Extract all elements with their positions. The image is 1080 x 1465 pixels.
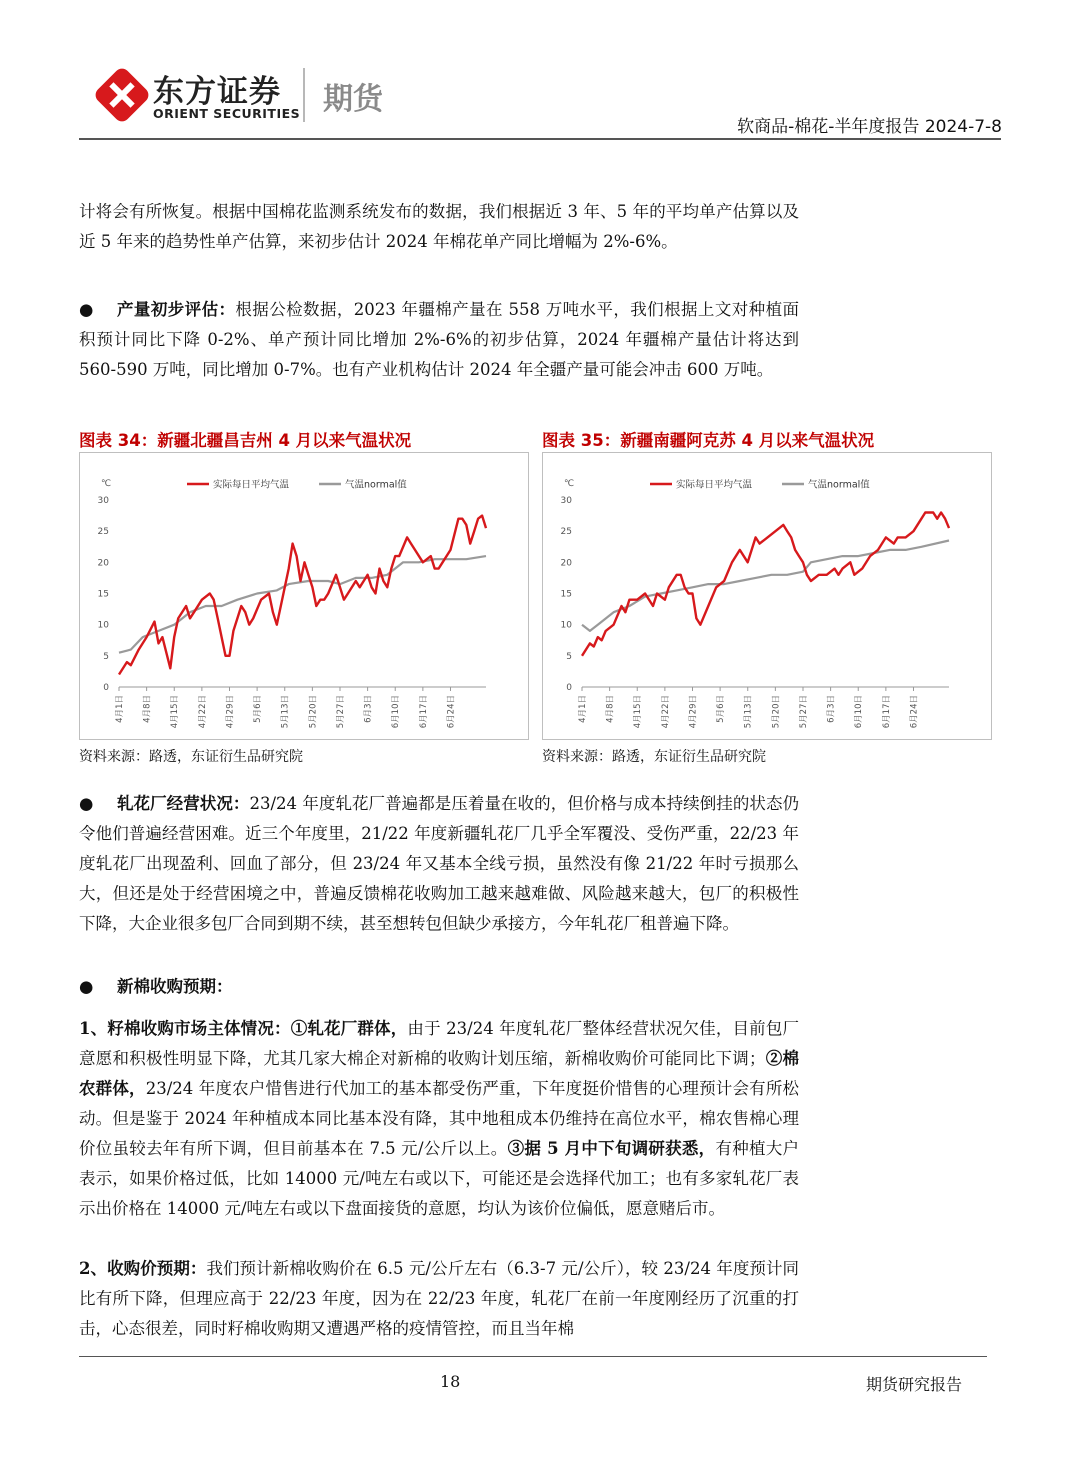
y-tick-label: 30 <box>97 496 109 506</box>
legend-label: 气温normal值 <box>345 479 407 491</box>
x-tick-label: 6月10日 <box>854 695 865 729</box>
paragraph-output-estimate <box>79 295 799 385</box>
paragraph-price-expectation <box>79 1254 799 1344</box>
x-tick-label: 6月17日 <box>418 695 429 729</box>
y-tick-label: 30 <box>560 496 572 506</box>
header-rule <box>79 138 1001 140</box>
figure-35-title: 图表 35：新疆南疆阿克苏 4 月以来气温状况 <box>542 431 875 450</box>
x-tick-label: 6月24日 <box>446 695 457 729</box>
y-tick-label: 10 <box>97 620 109 631</box>
x-tick-label: 5月13日 <box>280 695 291 729</box>
x-tick-label: 4月15日 <box>170 695 181 729</box>
paragraph-body: 由于 23/24 年度轧花厂整体经营状况欠佳，目前包厂意愿和积极性明显下降，尤其几家大棉企对新棉的收购计划压缩，新棉收购价可能同比下调； <box>79 1019 800 1068</box>
y-tick-label: 20 <box>97 558 109 569</box>
x-tick-label: 4月22日 <box>660 695 671 729</box>
bullet-icon: ● <box>79 977 94 996</box>
paragraph-body: 23/24 年度轧花厂普遍都是压着量在收的，但价格与成本持续倒挂的状态仍令他们普遍经营困难。近三个年度里，21/22 年度新疆轧花厂几乎全军覆没、受伤严重，22/23 年度轧花厂出现盈利、回血了部分，但 23/24 年又基本全线亏损，虽然没有像 21/22 年时亏损那么大，但还是处于经营困境之中，普遍反馈棉花收购加工越来越难做、风险越来越大，包厂的积极性下降，大企业很多包厂合同到期不续，甚至想转包但缺少承接方，今年轧花厂租普遍下降。 <box>79 794 800 933</box>
x-tick-label: 4月8日 <box>142 695 153 723</box>
paragraph-body: 我们预计新棉收购价在 6.5 元/公斤左右（6.3-7 元/公斤），较 23/24 年度预计同比有所下降，但理应高于 22/23 年度，因为在 22/23 年度，轧花厂在前一年度刚经历了沉重的打击，心态很差，同时籽棉收购期又遭遇严格的疫情管控，而且当年棉 <box>79 1259 799 1338</box>
y-tick-label: 5 <box>103 651 109 662</box>
figure-34-title: 图表 34：新疆北疆昌吉州 4 月以来气温状况 <box>79 431 412 450</box>
paragraph-emphasis: ②棉农群体， <box>79 1049 799 1098</box>
x-tick-label: 6月24日 <box>909 695 920 729</box>
x-tick-label: 5月6日 <box>716 695 727 723</box>
paragraph-lead: 1、籽棉收购市场主体情况： <box>79 1019 291 1038</box>
x-tick-label: 4月1日 <box>115 695 125 723</box>
y-tick-label: 25 <box>97 527 109 538</box>
x-tick-label: 5月20日 <box>308 695 319 729</box>
brand-subtitle: 期货 <box>323 82 383 117</box>
x-tick-label: 6月3日 <box>826 695 837 723</box>
x-tick-label: 6月10日 <box>391 695 402 729</box>
bullet-icon: ● <box>79 794 94 813</box>
paragraph-gin-status <box>79 789 799 939</box>
x-tick-label: 6月17日 <box>881 695 892 729</box>
page-number: 18 <box>440 1372 461 1391</box>
y-tick-label: 0 <box>103 683 109 693</box>
x-tick-label: 5月13日 <box>743 695 754 729</box>
chart-changji-temperature <box>79 452 529 740</box>
footer-rule <box>79 1356 987 1357</box>
report-tag: 软商品-棉花-半年度报告 2024-7-8 <box>737 117 1002 137</box>
x-tick-label: 5月20日 <box>771 695 782 729</box>
x-tick-label: 5月27日 <box>335 695 346 729</box>
footer-label: 期货研究报告 <box>865 1375 962 1394</box>
paragraph-lead: 产量初步评估： <box>117 300 236 319</box>
y-tick-label: 10 <box>560 620 572 631</box>
y-tick-label: 0 <box>566 683 572 693</box>
paragraph-body: 有种植大户表示，如果价格过低，比如 14000 元/吨左右或以下，可能还是会选择代加工；也有多家轧花厂表示出价格在 14000 元/吨左右或以下盘面接货的意愿，均认为该价位偏低，愿意赌后市。 <box>79 1139 799 1218</box>
figure-35-source: 资料来源：路透，东证衍生品研究院 <box>542 749 766 765</box>
x-tick-label: 4月29日 <box>225 695 236 729</box>
brand-name-cn: 东方证券 <box>153 74 281 110</box>
paragraph-body: 23/24 年度农户惜售进行代加工的基本都受伤严重，下年度挺价惜售的心理预计会有所松动。但是鉴于 2024 年种植成本同比基本没有降，其中地租成本仍维持在高位水平，棉农售棉心理价位虽较去年有所下调，但目前基本在 7.5 元/公斤以上。 <box>79 1079 800 1158</box>
paragraph-lead: 2、收购价预期： <box>79 1259 207 1278</box>
paragraph-market-players <box>79 1014 799 1224</box>
y-tick-label: 15 <box>97 589 109 600</box>
brand-logo <box>95 60 395 130</box>
x-tick-label: 5月6日 <box>253 695 264 723</box>
x-tick-label: 4月1日 <box>578 695 588 723</box>
y-tick-label: 15 <box>560 589 572 600</box>
paragraph-yield-estimate: 计将会有所恢复。根据中国棉花监测系统发布的数据，我们根据近 3 年、5 年的平均单产估算以及近 5 年来的趋势性单产估算，来初步估计 2024 年棉花单产同比增幅为 2%-6%。 <box>79 202 799 251</box>
orient-securities-logo-icon <box>95 68 149 122</box>
figure-34-source: 资料来源：路透，东证衍生品研究院 <box>79 749 303 765</box>
legend-label: 气温normal值 <box>808 479 870 491</box>
x-tick-label: 4月29日 <box>688 695 699 729</box>
y-tick-label: 5 <box>566 651 572 662</box>
brand-separator <box>303 68 305 122</box>
y-tick-label: 25 <box>560 527 572 538</box>
x-tick-label: 4月15日 <box>633 695 644 729</box>
paragraph-body: 根据公检数据，2023 年疆棉产量在 558 万吨水平，我们根据上文对种植面积预计同比下降 0-2%、单产预计同比增加 2%-6%的初步估算，2024 年疆棉产量估计将达到 560-590 万吨，同比增加 0-7%。也有产业机构估计 2024 年全疆产量可能会冲击 600 万吨。 <box>79 300 799 379</box>
paragraph-emphasis: ③据 5 月中下旬调研获悉， <box>507 1139 716 1158</box>
x-tick-label: 5月27日 <box>798 695 809 729</box>
y-tick-label: 20 <box>560 558 572 569</box>
chart-aksu-temperature <box>542 452 992 740</box>
paragraph-lead: 轧花厂经营状况： <box>117 794 250 813</box>
x-tick-label: 4月8日 <box>605 695 616 723</box>
brand-name-en: ORIENT SECURITIES <box>153 106 301 121</box>
x-tick-label: 4月22日 <box>197 695 208 729</box>
x-tick-label: 6月3日 <box>363 695 374 723</box>
legend-label: 实际每日平均气温 <box>213 479 290 491</box>
legend-label: 实际每日平均气温 <box>676 479 753 491</box>
paragraph-new-cotton-heading <box>79 972 799 1002</box>
y-unit-label: ℃ <box>564 479 575 489</box>
y-unit-label: ℃ <box>101 479 112 489</box>
bullet-icon: ● <box>79 300 94 319</box>
paragraph-emphasis: ①轧花厂群体， <box>290 1019 408 1038</box>
paragraph-lead: 新棉收购预期： <box>117 977 233 996</box>
